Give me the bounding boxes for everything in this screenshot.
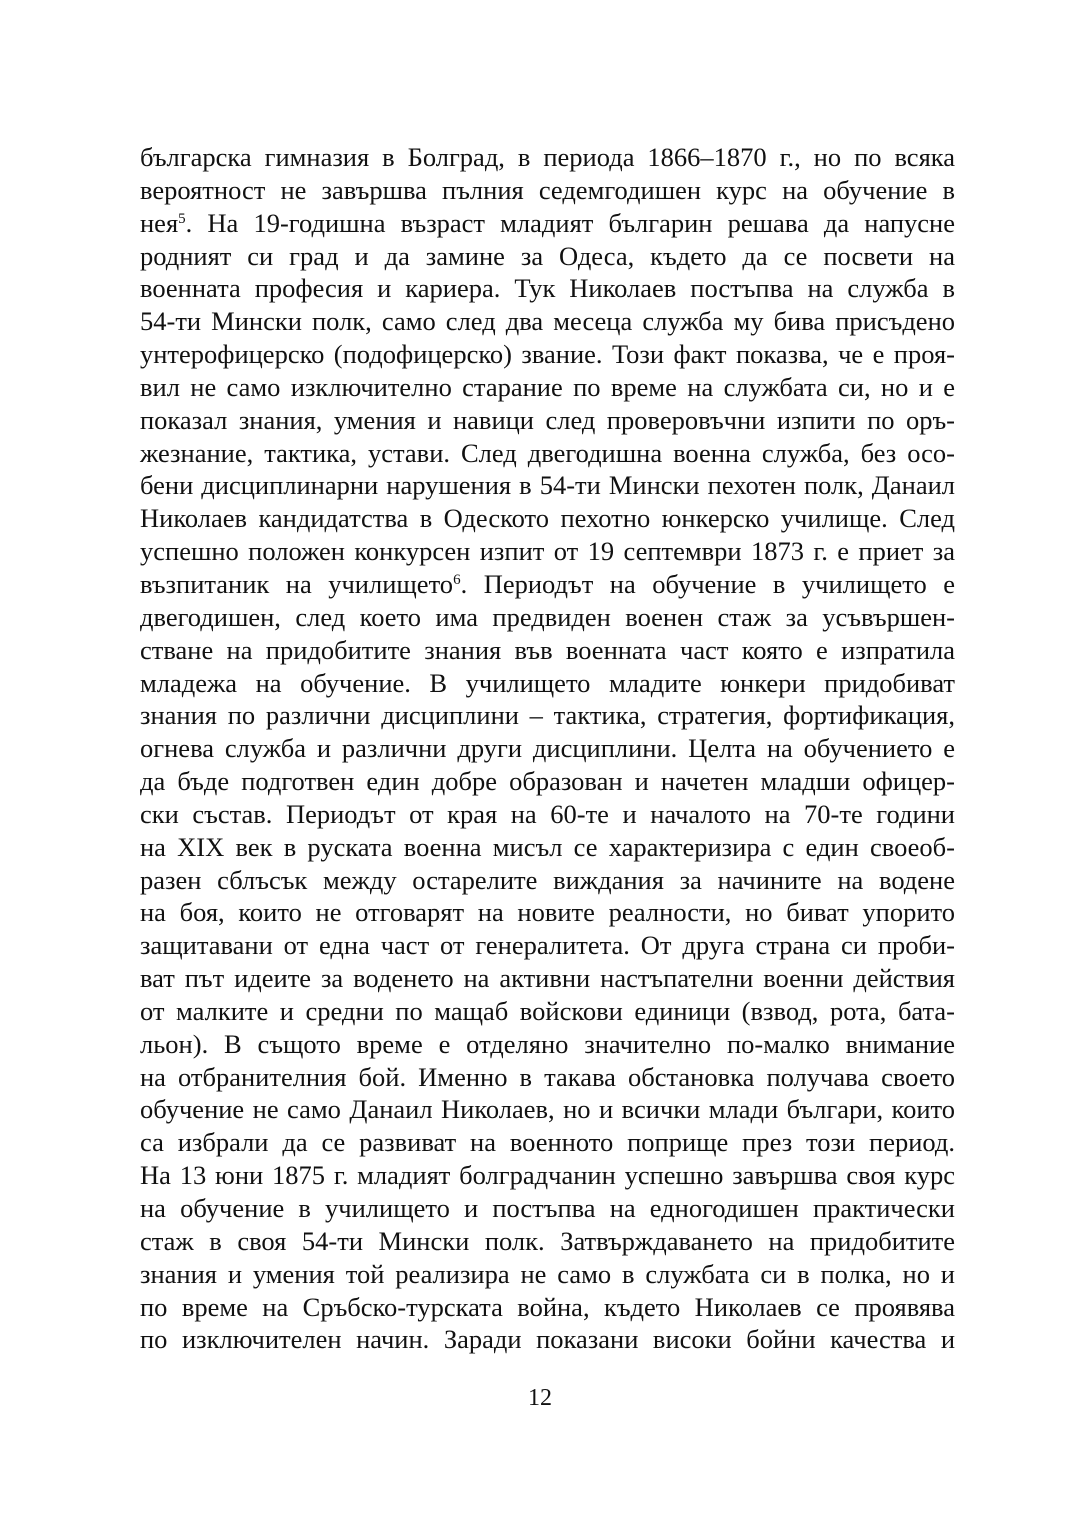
text-line: на XIX век в руската военна мисъл се характеризира с един своеоб- <box>140 831 955 862</box>
text-line: по изключителен начин. Заради показани високи бойни качества и <box>140 1324 955 1355</box>
text-line: разен сблъсък между остарелите виждания за начините на водене <box>140 864 955 895</box>
text-fragment: възпитаник на училището <box>140 568 454 599</box>
text-line: льон). В същото време е отделяно значително по-малко внимание <box>140 1028 955 1059</box>
text-line: обучение не само Данаил Николаев, но и всички млади българи, които <box>140 1094 955 1125</box>
text-line: на обучение в училището и постъпва на едногодишен практически <box>140 1193 955 1223</box>
text-line: стване на придобитите знания във военната част която е изпратила <box>140 634 955 665</box>
text-line: 54-ти Мински полк, само след два месеца служба му бива присъдено <box>140 306 955 337</box>
text-line: вероятност не завършва пълния седемгодишен курс на обучение в <box>140 174 955 205</box>
text-line: защитавани от една част от генералитета. От друга страна си проби- <box>140 930 955 961</box>
text-line: показал знания, умения и навици след проверовъчни изпити по оръ- <box>140 404 955 435</box>
text-line: ски състав. Периодът от края на 60-те и началото на 70-те години <box>140 798 955 829</box>
text-line: бени дисциплинарни нарушения в 54-ти Мински пехотен полк, Данаил <box>140 470 955 501</box>
text-line: да бъде подготвен един добре образован и начетен младши офицер- <box>140 766 955 797</box>
text-line <box>140 568 955 601</box>
text-line: по време на Сръбско-турската война, където Николаев се проявява <box>140 1291 955 1322</box>
text-line: са избрали да се развиват на военното поприще през този период. <box>140 1127 955 1158</box>
text-line: младежа на обучение. В училището младите юнкери придобиват <box>140 667 955 698</box>
text-line <box>140 207 955 240</box>
text-line: на боя, които не отговарят на новите реалности, но биват упорито <box>140 897 955 928</box>
page-number: 12 <box>528 1385 552 1411</box>
text-line: унтерофицерско (подофицерско) звание. Този факт показва, че е проя- <box>140 339 955 370</box>
text-line: знания и умения той реализира не само в службата си в полка, но и <box>140 1258 955 1289</box>
text-line: от малките и средни по мащаб войскови единици (взвод, рота, бата- <box>140 995 955 1026</box>
text-line: българска гимназия в Болград, в периода 1866–1870 г., но по всяка <box>140 142 955 172</box>
text-line: двегодишен, след което има предвиден военен стаж за усъвършен- <box>140 601 955 632</box>
text-line: огнева служба и различни други дисциплини. Целта на обучението е <box>140 733 955 764</box>
text-line: родният си град и да замине за Одеса, където да се посвети на <box>140 240 955 271</box>
text-fragment: . Периодът на обучение в училището е <box>460 568 955 599</box>
body-text <box>140 141 955 1356</box>
text-fragment: нея <box>140 207 179 238</box>
text-line: военната професия и кариера. Тук Николаев постъпва на служба в <box>140 273 955 304</box>
footnote-marker[interactable]: 5 <box>178 210 186 227</box>
text-line: ват път идеите за воденето на активни настъпателни военни действия <box>140 963 955 994</box>
text-line: Николаев кандидатства в Одеското пехотно юнкерско училище. След <box>140 503 955 534</box>
text-line: На 13 юни 1875 г. младият болградчанин успешно завършва своя курс <box>140 1160 955 1191</box>
footnote-marker[interactable]: 6 <box>453 571 461 588</box>
text-line: на отбранителния бой. Именно в такава обстановка получава своето <box>140 1061 955 1092</box>
text-line: вил не само изключително старание по време на службата си, но и е <box>140 371 955 402</box>
text-line: жезнание, тактика, устави. След двегодишна военна служба, без осо- <box>140 437 955 468</box>
text-line: успешно положен конкурсен изпит от 19 септември 1873 г. е приет за <box>140 536 955 567</box>
text-line: стаж в своя 54-ти Мински полк. Затвърждаването на придобитите <box>140 1225 955 1256</box>
text-fragment: . На 19-годишна възраст младият българин решава да напусне <box>185 207 955 238</box>
text-line: знания по различни дисциплини – тактика, стратегия, фортификация, <box>140 700 955 731</box>
